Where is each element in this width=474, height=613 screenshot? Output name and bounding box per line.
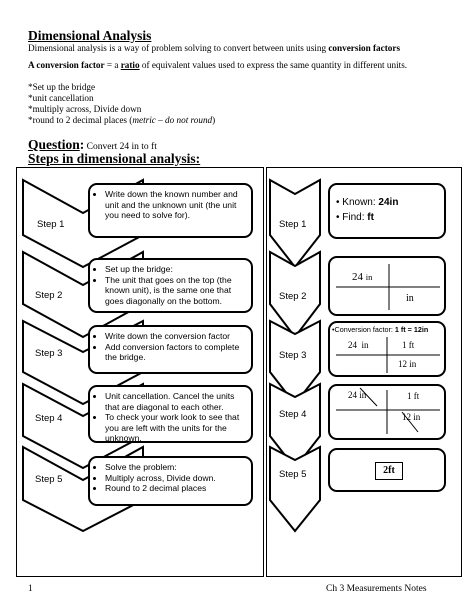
instruction-bullet: • Write down the conversion factor	[105, 331, 245, 342]
chevron-right-step5	[270, 447, 320, 531]
known-value: 24in	[378, 197, 399, 208]
step-label: Step 3	[35, 348, 63, 359]
round-end: )	[212, 115, 216, 125]
cancel-top-right: 1 ft	[407, 391, 420, 401]
definition-rest: of equivalent values used to express the same quantity in different units.	[139, 60, 408, 70]
conv-top-right: 1 ft	[402, 340, 415, 350]
instruction-bullet: • Add conversion factors to complete the bridge.	[105, 342, 245, 363]
instruction-bullet: • Write down the known number and unit and the unknown unit (the unit you need to solve for).	[105, 189, 245, 221]
instruction-bullet: • Unit cancellation. Cancel the units that are diagonal to each other.	[105, 391, 245, 412]
step1-instructions	[88, 183, 253, 238]
bridge-known-value	[352, 272, 372, 283]
instruction-bullet: • The unit that goes on the top (the known unit), is the same one that goes diagonally on the bottom.	[105, 275, 245, 307]
cancel-top-left: 24 in	[348, 390, 367, 400]
conversion-factor-box	[328, 321, 446, 377]
step-label: Step 4	[279, 409, 307, 420]
page-title: Dimensional Analysis	[28, 28, 152, 43]
conversion-header-label: Conversion factor:	[334, 325, 395, 334]
find-label: Find:	[342, 212, 368, 223]
bridge-setup-box	[328, 256, 446, 316]
instruction-bullet: • Multiply across, Divide down.	[105, 473, 245, 484]
instruction-bullet: • Round to 2 decimal places	[105, 483, 245, 494]
known-line: • Known: 24in	[336, 197, 399, 208]
answer-box	[328, 448, 446, 492]
conversion-factor-header: •Conversion factor: 1 ft = 12in	[332, 325, 429, 334]
conv-bottom-right: 12 in	[398, 359, 417, 369]
step-label: Step 3	[279, 350, 307, 361]
unit-cancellation-box	[328, 384, 446, 440]
definition-ratio: ratio	[120, 60, 140, 70]
step4-instructions	[88, 385, 253, 443]
definition-eq: = a	[104, 60, 121, 70]
find-value: ft	[367, 212, 374, 223]
step-label: Step 2	[35, 290, 63, 301]
question-label: Question	[28, 137, 80, 152]
conv-top-left: 24 in	[348, 340, 369, 350]
round-text: *round to 2 decimal places (	[28, 115, 133, 125]
question-text: Convert 24 in to ft	[84, 142, 157, 152]
round-italic: metric – do not round	[132, 115, 213, 125]
bridge-known-unit: in	[365, 272, 373, 282]
known-label: Known:	[342, 197, 379, 208]
step5-instructions	[88, 456, 253, 506]
step-label: Step 5	[35, 474, 63, 485]
question-colon: :	[79, 137, 85, 152]
bridge-known-number: 24	[352, 271, 363, 283]
step-label: Step 4	[35, 413, 63, 424]
bullet-line: *unit cancellation	[28, 93, 94, 103]
page-number: 1	[28, 584, 33, 594]
step-label: Step 1	[37, 219, 65, 230]
instruction-bullet: • Solve the problem:	[105, 462, 245, 473]
bridge-bottom-unit: in	[406, 293, 414, 304]
final-answer: 2ft	[375, 462, 403, 480]
definition-term: A conversion factor	[28, 60, 105, 70]
conversion-header-value: 1 ft = 12in	[394, 325, 429, 334]
instruction-bullet: • Set up the bridge:	[105, 264, 245, 275]
footer-chapter: Ch 3 Measurements Notes	[326, 584, 427, 594]
bullet-line: *multiply across, Divide down	[28, 104, 142, 114]
cancel-bottom-right: 12 in	[402, 412, 421, 422]
bullet-line: *Set up the bridge	[28, 82, 96, 92]
step-label: Step 2	[279, 291, 307, 302]
intro-text: Dimensional analysis is a way of problem solving to convert between units using	[28, 43, 329, 53]
step-label: Step 5	[279, 469, 307, 480]
bridge-lines	[330, 258, 444, 314]
step3-instructions	[88, 325, 253, 374]
step-label: Step 1	[279, 219, 307, 230]
intro-bold: conversion factors	[328, 43, 401, 53]
step2-instructions	[88, 258, 253, 313]
steps-heading: Steps in dimensional analysis:	[28, 151, 201, 166]
instruction-bullet: • To check your work look to see that you are left with the units for the unknown.	[105, 412, 245, 444]
find-line: • Find: ft	[336, 212, 374, 223]
known-find-box	[328, 183, 446, 239]
